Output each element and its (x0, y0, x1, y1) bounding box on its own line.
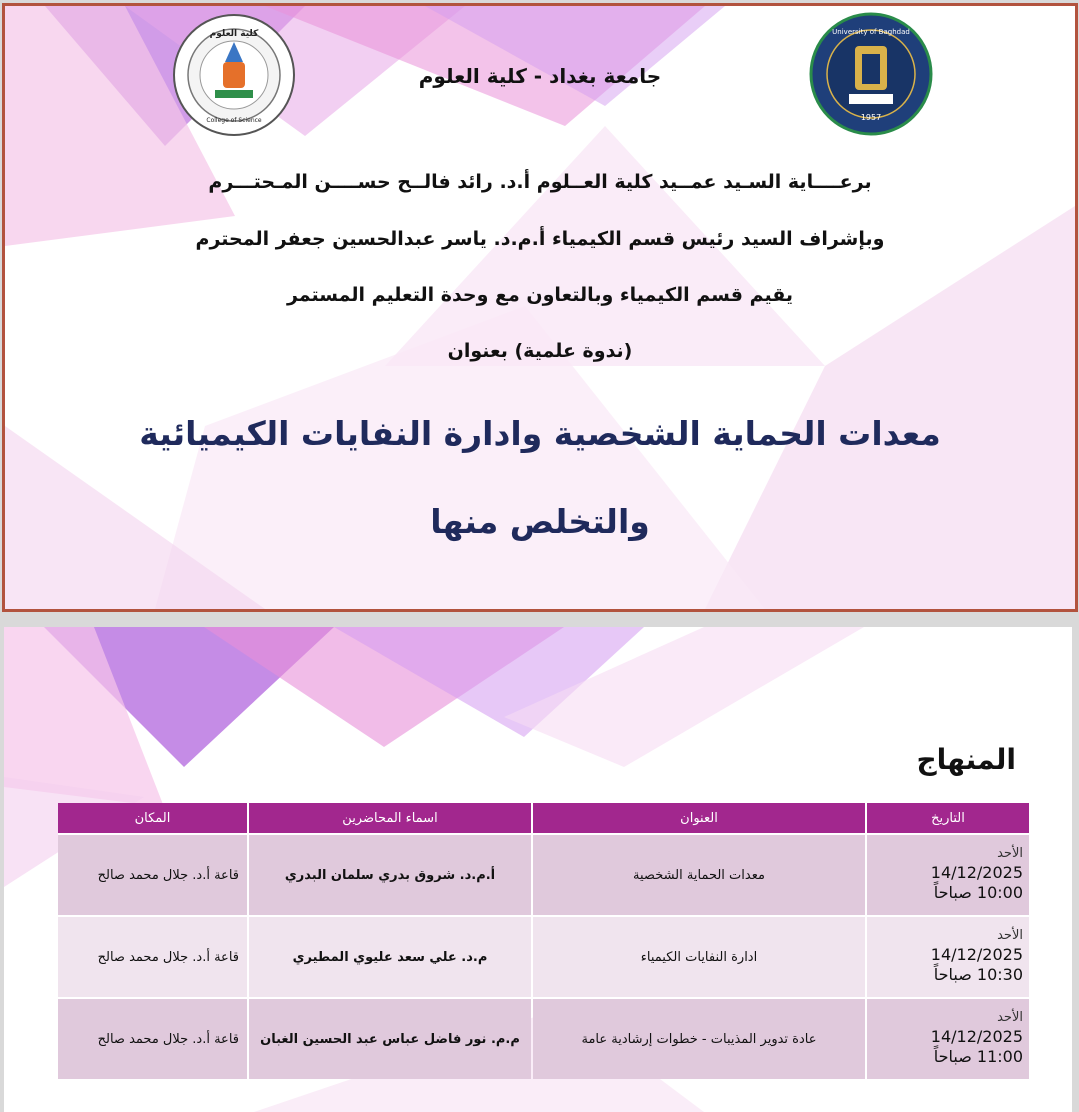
place-cell: قاعة أ.د. جلال محمد صالح (58, 833, 247, 915)
table-row (58, 915, 1029, 997)
column-header-lecturers: اسماء المحاضرين (249, 803, 531, 833)
program-table (56, 803, 1031, 1079)
lecturer-cell: م.م. نور فاضل عباس عبد الحسين الغبان (249, 997, 531, 1079)
lecturer-cell: م.د. علي سعد عليوي المطيري (249, 915, 531, 997)
intro-line-organizer: يقيم قسم الكيمياء وبالتعاون مع وحدة التعليم المستمر (286, 284, 794, 306)
table-row (58, 997, 1029, 1079)
topic-cell: معدات الحماية الشخصية (533, 833, 865, 915)
place-cell: قاعة أ.د. جلال محمد صالح (58, 997, 247, 1079)
svg-text:University of Baghdad: University of Baghdad (832, 28, 910, 36)
lecturer-cell: أ.م.د. شروق بدري سلمان البدري (249, 833, 531, 915)
time-value: 10:30 صباحاً (933, 965, 1023, 985)
place-cell: قاعة أ.د. جلال محمد صالح (58, 915, 247, 997)
university-college-title: جامعة بغداد - كلية العلوم (418, 64, 662, 88)
day-label: الأحد (997, 845, 1023, 861)
topic-cell: عادة تدوير المذيبات - خطوات إرشادية عامة (533, 997, 865, 1079)
date-value: 14/12/2025 (930, 862, 1023, 882)
date-cell (867, 915, 1029, 997)
column-header-topic: العنوان (533, 803, 865, 833)
date-value: 14/12/2025 (930, 944, 1023, 964)
svg-text:1957: 1957 (860, 113, 882, 122)
table-header-row (58, 803, 1029, 833)
svg-text:كلية العلوم: كلية العلوم (209, 29, 259, 39)
program-heading: المنهاج (916, 743, 1016, 776)
seminar-title-line1: معدات الحماية الشخصية وادارة النفايات الكيميائية (139, 414, 941, 453)
seminar-title-line2: والتخلص منها (430, 502, 650, 541)
invitation-slide (2, 3, 1078, 612)
date-cell (867, 997, 1029, 1079)
column-header-date: التاريخ (867, 803, 1029, 833)
table-row (58, 833, 1029, 915)
intro-line-seminar-type: (ندوة علمية) بعنوان (447, 340, 633, 362)
day-label: الأحد (997, 927, 1023, 943)
day-label: الأحد (997, 1009, 1023, 1025)
date-value: 14/12/2025 (930, 1026, 1023, 1046)
column-header-place: المكان (58, 803, 247, 833)
intro-line-patronage: برعــــاية السـيد عمــيد كلية العــلوم أ.د. رائد فالــح حســــن المـحتـــرم (208, 171, 872, 193)
program-slide (4, 627, 1072, 1112)
svg-text:College of Science: College of Science (206, 117, 262, 124)
time-value: 10:00 صباحاً (933, 883, 1023, 903)
topic-cell: ادارة النفايات الكيمياء (533, 915, 865, 997)
date-cell (867, 833, 1029, 915)
time-value: 11:00 صباحاً (933, 1047, 1023, 1067)
intro-line-supervision: وبإشراف السيد رئيس قسم الكيمياء أ.م.د. ياسر عبدالحسين جعفر المحترم (195, 228, 885, 250)
